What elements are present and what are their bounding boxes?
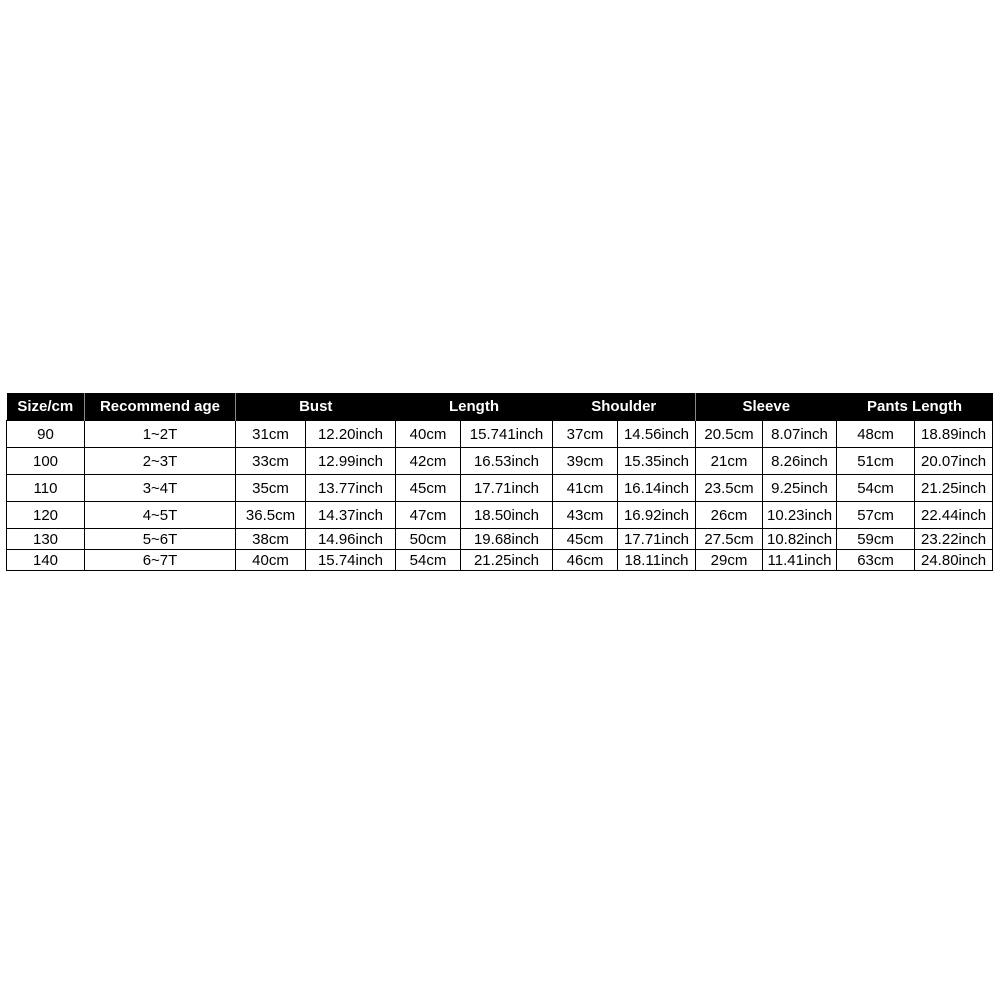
table-cell: 29cm [696,550,763,571]
table-cell: 20.5cm [696,421,763,448]
header-shoulder: Shoulder [553,393,696,421]
table-cell: 40cm [236,550,306,571]
table-cell: 21cm [696,448,763,475]
table-cell: 41cm [553,475,618,502]
table-cell: 37cm [553,421,618,448]
table-cell: 17.71inch [461,475,553,502]
table-cell: 130 [7,529,85,550]
table-cell: 33cm [236,448,306,475]
table-cell: 12.99inch [306,448,396,475]
table-row [7,448,993,475]
table-cell: 47cm [396,502,461,529]
table-cell: 39cm [553,448,618,475]
table-cell: 13.77inch [306,475,396,502]
table-cell: 63cm [837,550,915,571]
table-cell: 18.50inch [461,502,553,529]
header-sleeve: Sleeve [696,393,837,421]
table-cell: 20.07inch [915,448,993,475]
table-cell: 57cm [837,502,915,529]
table-cell: 15.74inch [306,550,396,571]
header-pants-length: Pants Length [837,393,993,421]
header-row [7,393,993,421]
table-row [7,502,993,529]
table-cell: 11.41inch [763,550,837,571]
table-cell: 100 [7,448,85,475]
table-cell: 38cm [236,529,306,550]
table-cell: 10.23inch [763,502,837,529]
table-cell: 18.89inch [915,421,993,448]
table-cell: 14.56inch [618,421,696,448]
table-cell: 54cm [837,475,915,502]
table-cell: 19.68inch [461,529,553,550]
table-body [7,421,993,571]
header-age: Recommend age [85,393,236,421]
table-cell: 48cm [837,421,915,448]
table-cell: 36.5cm [236,502,306,529]
header-bust: Bust [236,393,396,421]
table-cell: 45cm [396,475,461,502]
table-cell: 59cm [837,529,915,550]
table-cell: 5~6T [85,529,236,550]
table-cell: 43cm [553,502,618,529]
table-cell: 2~3T [85,448,236,475]
table-cell: 46cm [553,550,618,571]
table-cell: 16.53inch [461,448,553,475]
table-cell: 50cm [396,529,461,550]
table-cell: 35cm [236,475,306,502]
table-row [7,421,993,448]
table-cell: 23.5cm [696,475,763,502]
table-cell: 40cm [396,421,461,448]
table-cell: 110 [7,475,85,502]
table-cell: 21.25inch [461,550,553,571]
table-row [7,475,993,502]
table-cell: 8.26inch [763,448,837,475]
header-size: Size/cm [7,393,85,421]
table-cell: 22.44inch [915,502,993,529]
table-cell: 14.96inch [306,529,396,550]
table-cell: 8.07inch [763,421,837,448]
table-cell: 17.71inch [618,529,696,550]
table-row [7,529,993,550]
table-cell: 15.35inch [618,448,696,475]
table-cell: 23.22inch [915,529,993,550]
size-chart-table [6,393,993,571]
table-cell: 45cm [553,529,618,550]
table-cell: 15.741inch [461,421,553,448]
table-cell: 16.14inch [618,475,696,502]
table-cell: 6~7T [85,550,236,571]
table-row [7,550,993,571]
table-cell: 12.20inch [306,421,396,448]
table-cell: 42cm [396,448,461,475]
table-cell: 24.80inch [915,550,993,571]
table-cell: 31cm [236,421,306,448]
table-cell: 18.11inch [618,550,696,571]
table-cell: 1~2T [85,421,236,448]
table-cell: 14.37inch [306,502,396,529]
table-cell: 3~4T [85,475,236,502]
table-cell: 140 [7,550,85,571]
table-cell: 51cm [837,448,915,475]
table-cell: 21.25inch [915,475,993,502]
table-cell: 27.5cm [696,529,763,550]
table-cell: 9.25inch [763,475,837,502]
header-length: Length [396,393,553,421]
table-cell: 16.92inch [618,502,696,529]
table-cell: 26cm [696,502,763,529]
table-cell: 120 [7,502,85,529]
table-cell: 90 [7,421,85,448]
table-cell: 10.82inch [763,529,837,550]
table-cell: 4~5T [85,502,236,529]
table-cell: 54cm [396,550,461,571]
